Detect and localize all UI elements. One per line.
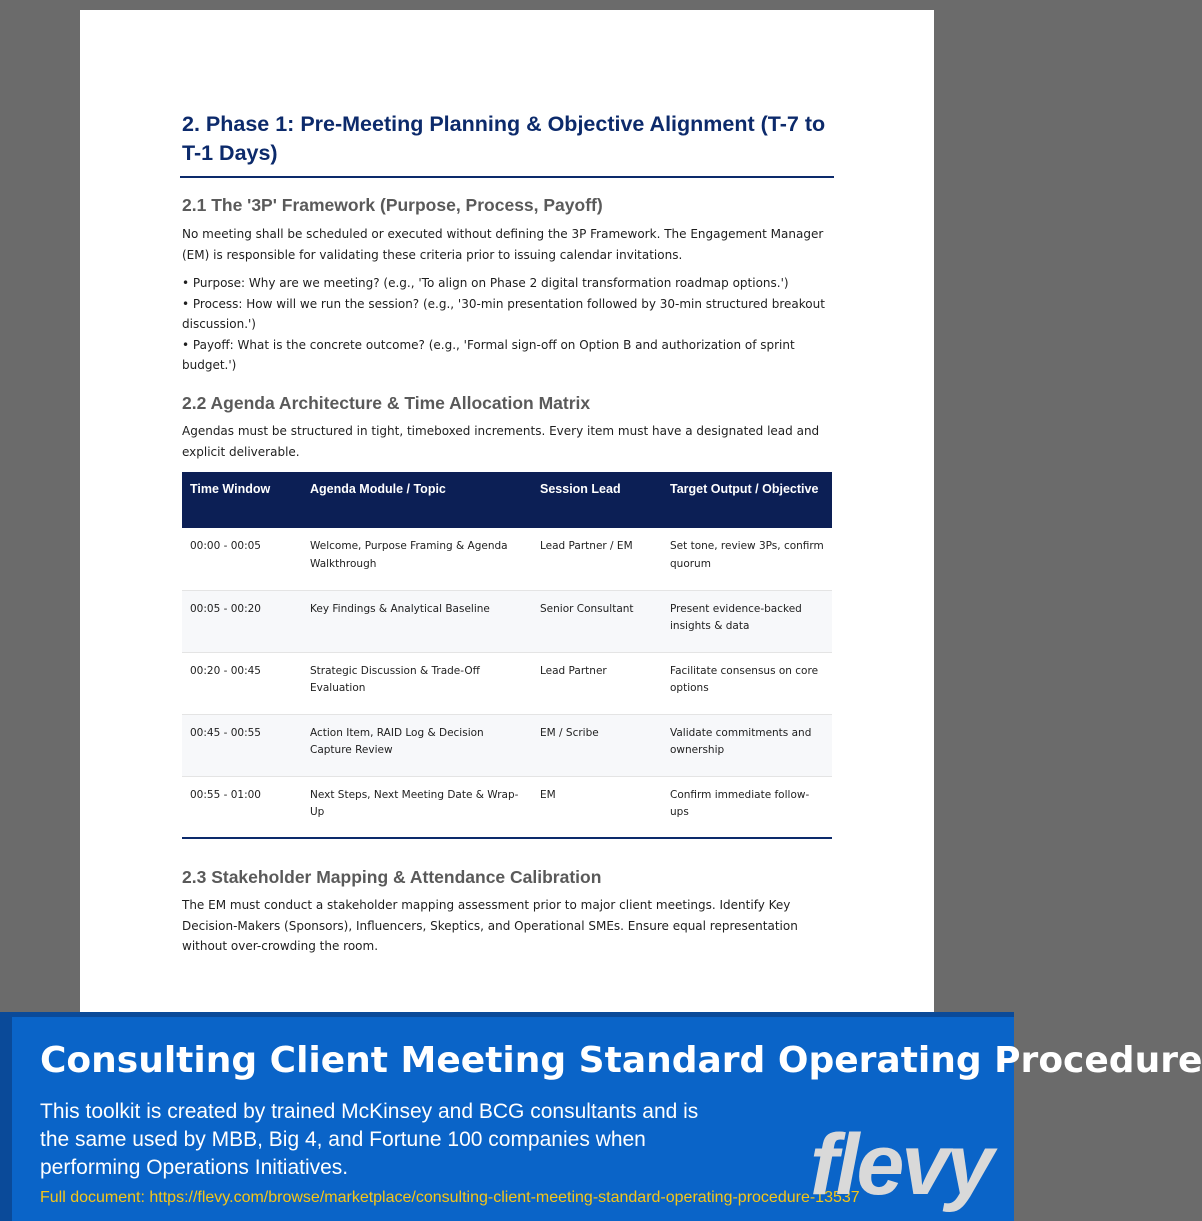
table-cell: Present evidence-backed insights & data (662, 590, 832, 652)
banner-left-edge (0, 1012, 12, 1221)
section-heading: 2. Phase 1: Pre-Meeting Planning & Objective Alignment (T-7 to T-1 Days) (182, 112, 826, 165)
bullet-purpose: • Purpose: Why are we meeting? (e.g., 'To align on Phase 2 digital transformation roadmap options.') (182, 276, 789, 290)
banner-title: Consulting Client Meeting Standard Operating Procedure (40, 1040, 1202, 1081)
subsection-intro-3p: No meeting shall be scheduled or executed without defining the 3P Framework. The Engagement Manager (EM) is responsible for validating these criteria prior to issuing calendar invitations. (182, 227, 824, 262)
table-cell: Action Item, RAID Log & Decision Capture Review (302, 714, 532, 776)
3p-bullet-list (182, 273, 832, 376)
flevy-logo-text: flevy (810, 1117, 992, 1213)
column-header: Agenda Module / Topic (302, 472, 532, 528)
table-cell: 00:05 - 00:20 (182, 590, 302, 652)
table-cell: Strategic Discussion & Trade-Off Evaluation (302, 652, 532, 714)
table-cell: Confirm immediate follow-ups (662, 776, 832, 838)
agenda-matrix-table (182, 472, 832, 839)
bullet-payoff: • Payoff: What is the concrete outcome? (e.g., 'Formal sign-off on Option B and authorization of sprint budget.') (182, 337, 795, 372)
table-cell: Next Steps, Next Meeting Date & Wrap-Up (302, 776, 532, 838)
full-document-link[interactable]: Full document: https://flevy.com/browse/marketplace/consulting-client-meeting-standard-operating-procedure-13537 (40, 1189, 860, 1206)
subsection-title-agenda: 2.2 Agenda Architecture & Time Allocation Matrix (182, 393, 591, 413)
table-cell: EM (532, 776, 662, 838)
promo-banner (0, 1012, 1202, 1221)
table-cell: 00:20 - 00:45 (182, 652, 302, 714)
table-row (182, 776, 832, 838)
table-cell: 00:00 - 00:05 (182, 528, 302, 590)
column-header: Time Window (182, 472, 302, 528)
document-page (80, 10, 934, 1021)
table-cell: 00:45 - 00:55 (182, 714, 302, 776)
flevy-logo[interactable] (808, 1108, 998, 1213)
table-row (182, 714, 832, 776)
banner-top-border (0, 1012, 1014, 1017)
table-cell: Set tone, review 3Ps, confirm quorum (662, 528, 832, 590)
bullet-process: • Process: How will we run the session? (e.g., '30-min presentation followed by 30-min structured breakout discussion.') (182, 296, 825, 331)
subsection-intro-agenda: Agendas must be structured in tight, timeboxed increments. Every item must have a designated lead and explicit deliverable. (182, 424, 820, 459)
table-cell: Facilitate consensus on core options (662, 652, 832, 714)
subsection-intro-stakeholder: The EM must conduct a stakeholder mapping assessment prior to major client meetings. Identify Key Decision-Makers (Sponsors), Influencers, Skeptics, and Operational SMEs. Ensure equal representation without over-crowding the room. (182, 898, 798, 953)
table-cell: Welcome, Purpose Framing & Agenda Walkthrough (302, 528, 532, 590)
table-cell: EM / Scribe (532, 714, 662, 776)
column-header: Target Output / Objective (662, 472, 832, 528)
banner-description: This toolkit is created by trained McKinsey and BCG consultants and is the same used by MBB, Big 4, and Fortune 100 companies when performing Operations Initiatives. (40, 1100, 699, 1179)
subsection-title-stakeholder: 2.3 Stakeholder Mapping & Attendance Calibration (182, 867, 602, 887)
table-cell: Validate commitments and ownership (662, 714, 832, 776)
table-row (182, 590, 832, 652)
table-cell: Senior Consultant (532, 590, 662, 652)
column-header: Session Lead (532, 472, 662, 528)
subsection-title-3p: 2.1 The '3P' Framework (Purpose, Process, Payoff) (182, 195, 603, 215)
table-row (182, 652, 832, 714)
table-row (182, 528, 832, 590)
table-cell: Lead Partner (532, 652, 662, 714)
heading-divider (180, 176, 834, 178)
table-cell: Lead Partner / EM (532, 528, 662, 590)
table-cell: Key Findings & Analytical Baseline (302, 590, 532, 652)
table-cell: 00:55 - 01:00 (182, 776, 302, 838)
table-header-row (182, 472, 832, 528)
